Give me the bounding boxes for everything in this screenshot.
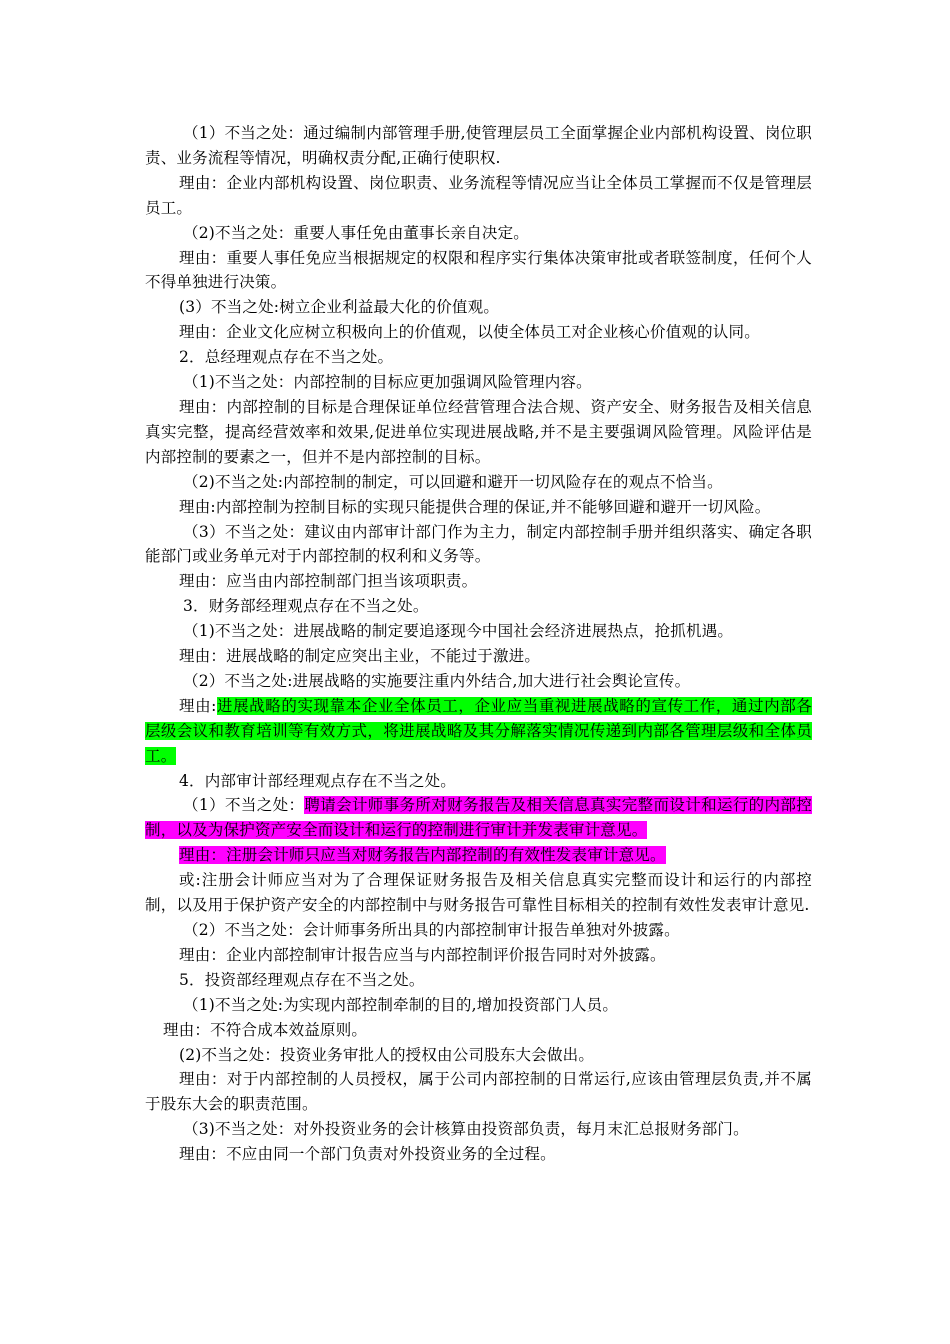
paragraph-p25: 5．投资部经理观点存在不当之处。	[179, 970, 425, 989]
paragraph-p8: （1)不当之处：内部控制的目标应更加强调风险管理内容。	[183, 373, 592, 392]
paragraph-p15: （1)不当之处：进展战略的制定要追逐现今中国社会经济进展热点，抢抓机遇。	[183, 622, 734, 641]
paragraph-p5: (3）不当之处:树立企业利益最大化的价值观。	[179, 298, 500, 317]
paragraph-p3: （2)不当之处：重要人事任免由董事长亲自决定。	[183, 223, 530, 242]
highlighted-reason-pink: 理由：注册会计师只应当对财务报告内部控制的有效性发表审计意见。	[179, 846, 666, 865]
paragraph-p26: （1)不当之处:为实现内部控制牵制的目的,增加投资部门人员。	[183, 995, 619, 1014]
paragraph-p29: 理由：对于内部控制的人员授权，属于公司内部控制的日常运行,应该由管理层负责,并不属于股东大会的职责范围。	[145, 1070, 812, 1114]
paragraph-p22: 或:注册会计师应当对为了合理保证财务报告及相关信息真实完整而设计和运行的内部控制，以及用于保护资产安全的内部控制中与财务报告可靠性目标相关的控制有效性发表审计意见.	[145, 871, 812, 915]
paragraph-audit-reason	[145, 843, 812, 868]
paragraph-p27: 理由：不符合成本效益原则。	[163, 1020, 368, 1039]
paragraph-group-2	[145, 868, 812, 1167]
paragraph-reason-strategy	[145, 694, 812, 769]
highlighted-text-pink: 聘请会计师事务所对财务报告及相关信息真实完整而设计和运行的内部控制，以及为保护资产安全而设计和运行的控制进行审计并发表审计意见。	[145, 796, 812, 840]
point-prefix: （1）不当之处：	[183, 796, 305, 815]
paragraph-p23: （2）不当之处：会计师事务所出具的内部控制审计报告单独对外披露。	[183, 921, 680, 939]
highlighted-text-green: 进展战略的实现靠本企业全体员工，企业应当重视进展战略的宣传工作，通过内部各层级会议和教育培训等有效方式，将进展战略及其分解落实情况传递到内部各管理层级和全体员工。	[145, 696, 812, 765]
paragraph-p14: 3．财务部经理观点存在不当之处。	[183, 597, 429, 616]
paragraph-p12: （3）不当之处：建议由内部审计部门作为主力，制定内部控制手册并组织落实、确定各职能部门或业务单元对于内部控制的权利和义务等。	[145, 522, 812, 566]
paragraph-p4: 理由：重要人事任免应当根据规定的权限和程序实行集体决策审批或者联签制度，任何个人不得单独进行决策。	[145, 248, 812, 292]
reason-prefix: 理由:	[179, 696, 217, 715]
paragraph-p9: 理由：内部控制的目标是合理保证单位经营管理合法合规、资产安全、财务报告及相关信息真实完整，提高经营效率和效果,促进单位实现进展战略,并不是主要强调风险管理。风险评估是内部控制的要素之一，但并不是内部控制的目标。	[145, 397, 812, 466]
paragraph-p24: 理由：企业内部控制审计报告应当与内部控制评价报告同时对外披露。	[179, 945, 666, 964]
paragraph-p17: （2）不当之处:进展战略的实施要注重内外结合,加大进行社会舆论宣传。	[183, 671, 691, 690]
paragraph-audit-point-1	[145, 793, 812, 843]
paragraph-p31: 理由：不应由同一个部门负责对外投资业务的全过程。	[179, 1145, 556, 1164]
paragraph-p28: (2)不当之处：投资业务审批人的授权由公司股东大会做出。	[179, 1045, 595, 1064]
paragraph-p16: 理由：进展战略的制定应突出主业，不能过于激进。	[179, 647, 541, 666]
paragraph-p30: （3)不当之处：对外投资业务的会计核算由投资部负责，每月末汇总报财务部门。	[183, 1120, 749, 1139]
paragraph-p2: 理由：企业内部机构设置、岗位职责、业务流程等情况应当让全体员工掌握而不仅是管理层员工。	[145, 173, 812, 217]
paragraph-p6: 理由：企业文化应树立积极向上的价值观，以使全体员工对企业核心价值观的认同。	[179, 323, 760, 342]
paragraph-p11: 理由:内部控制为控制目标的实现只能提供合理的保证,并不能够回避和避开一切风险。	[179, 497, 771, 516]
paragraph-audit-heading: 4．内部审计部经理观点存在不当之处。	[179, 771, 456, 790]
paragraph-p1: （1）不当之处：通过编制内部管理手册,使管理层员工全面掌握企业内部机构设置、岗位职责、业务流程等情况，明确权责分配,正确行使职权.	[145, 124, 812, 167]
paragraph-p7: 2．总经理观点存在不当之处。	[179, 348, 394, 367]
paragraph-p13: 理由：应当由内部控制部门担当该项职责。	[179, 572, 478, 591]
paragraph-group-1	[145, 121, 812, 694]
paragraph-p10: （2)不当之处:内部控制的制定，可以回避和避开一切风险存在的观点不恰当。	[183, 472, 723, 491]
